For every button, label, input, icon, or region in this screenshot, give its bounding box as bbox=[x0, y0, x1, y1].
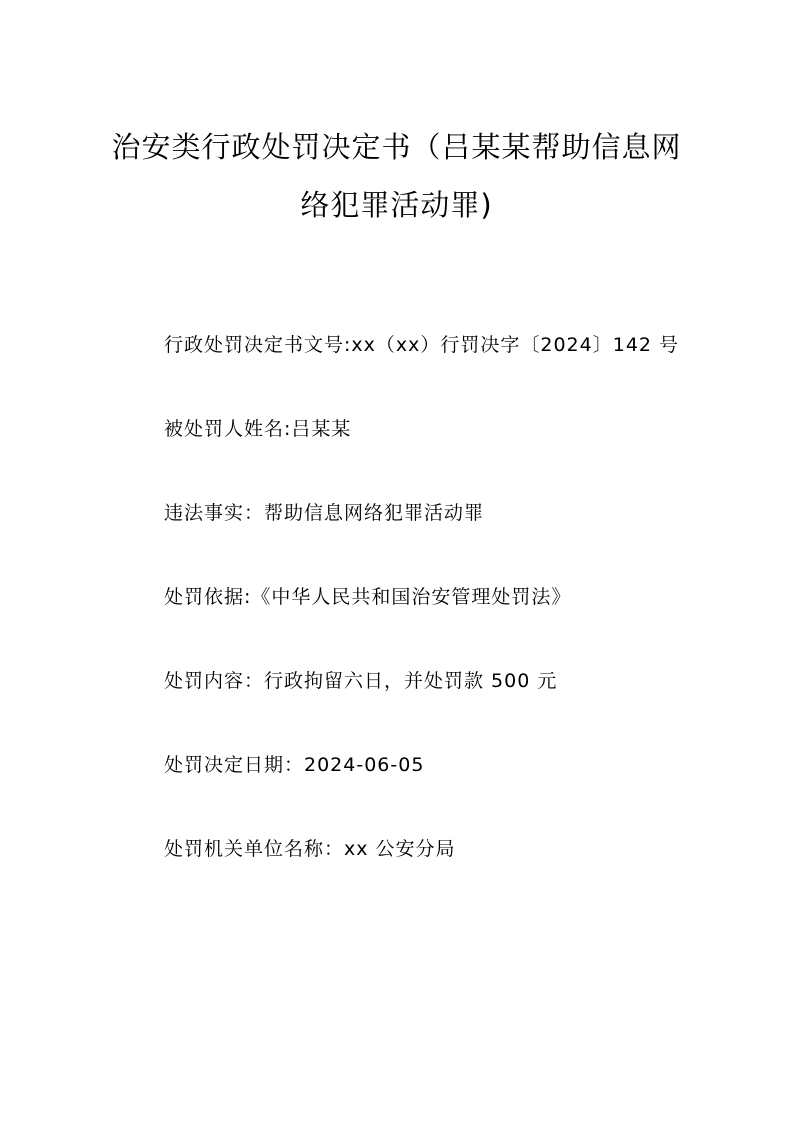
title-line-1: 治安类行政处罚决定书（吕某某帮助信息网 bbox=[111, 130, 682, 164]
field-decision-date: 处罚决定日期：2024-06-05 bbox=[164, 754, 425, 776]
field-person-name: 被处罚人姓名:吕某某 bbox=[164, 418, 352, 440]
title-line-2: 络犯罪活动罪) bbox=[300, 188, 493, 222]
field-document-number: 行政处罚决定书文号:xx（xx）行罚决字〔2024〕142 号 bbox=[164, 334, 680, 356]
decision-fields bbox=[164, 330, 724, 918]
field-issuing-authority: 处罚机关单位名称：xx 公安分局 bbox=[164, 838, 456, 860]
field-penalty-content: 处罚内容：行政拘留六日，并处罚款 500 元 bbox=[164, 670, 558, 692]
field-legal-basis: 处罚依据:《中华人民共和国治安管理处罚法》 bbox=[164, 586, 572, 608]
field-violation-facts: 违法事实：帮助信息网络犯罪活动罪 bbox=[164, 502, 485, 524]
document-title bbox=[0, 118, 793, 234]
